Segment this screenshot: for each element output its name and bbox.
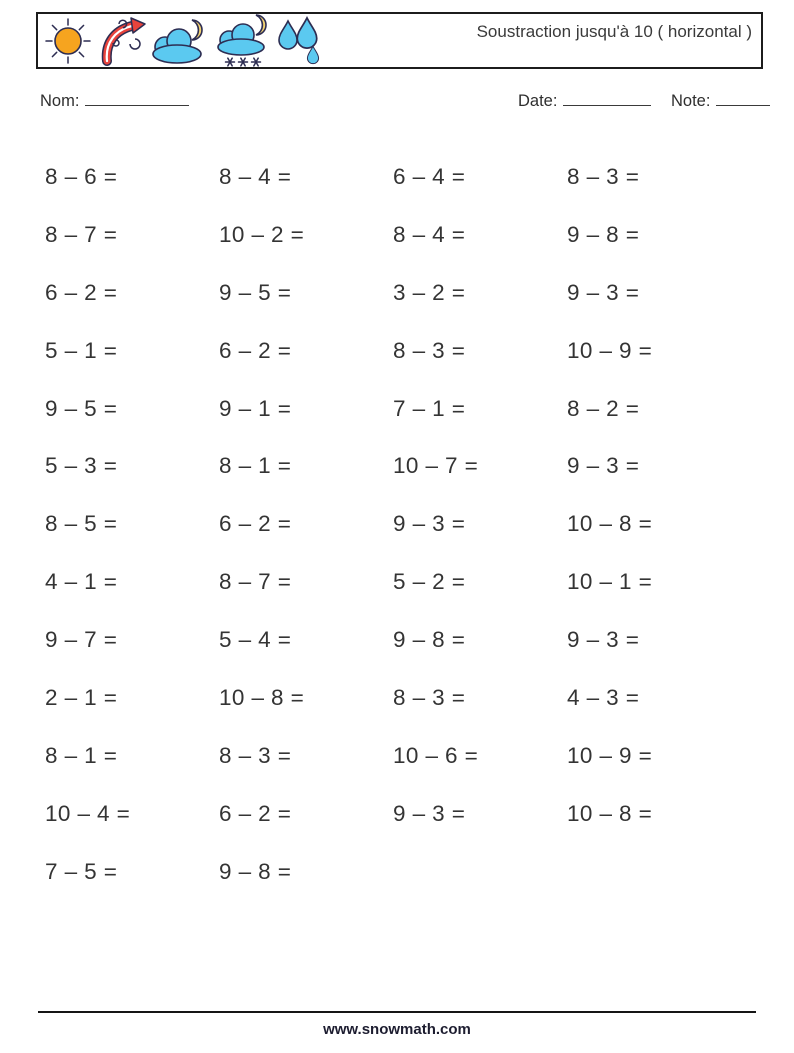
problem: 8 – 3 = xyxy=(393,337,466,363)
problem: 8 – 6 = xyxy=(45,163,118,189)
problem: 6 – 2 = xyxy=(219,511,292,537)
problem: 8 – 7 = xyxy=(219,569,292,595)
problem: 9 – 8 = xyxy=(567,221,640,247)
problem: 9 – 3 = xyxy=(567,627,640,653)
problem: 6 – 2 = xyxy=(45,279,118,305)
problem: 2 – 1 = xyxy=(45,684,118,710)
sun-icon xyxy=(42,15,94,67)
wind-swirl-icon xyxy=(95,15,147,67)
problem: 8 – 1 = xyxy=(219,453,292,479)
problem: 9 – 5 = xyxy=(45,395,118,421)
date-label: Date: xyxy=(518,92,558,110)
problem: 10 – 1 = xyxy=(567,569,653,595)
problem: 10 – 9 = xyxy=(567,742,653,768)
date-blank-line xyxy=(563,92,651,106)
cloud-moon-snow-icon xyxy=(211,13,273,69)
problem: 5 – 2 = xyxy=(393,569,466,595)
problem: 9 – 1 = xyxy=(219,395,292,421)
problem: 7 – 5 = xyxy=(45,858,118,884)
problem: 9 – 3 = xyxy=(393,511,466,537)
problem: 8 – 1 = xyxy=(45,742,118,768)
nom-blank-line xyxy=(85,92,189,106)
problem: 8 – 4 = xyxy=(393,221,466,247)
website-text: www.snowmath.com xyxy=(323,1021,471,1038)
problem: 9 – 8 = xyxy=(219,858,292,884)
problem: 9 – 3 = xyxy=(393,800,466,826)
problem: 9 – 3 = xyxy=(567,279,640,305)
cloud-moon-icon xyxy=(148,15,210,67)
problem: 9 – 5 = xyxy=(219,279,292,305)
problem: 8 – 4 = xyxy=(219,163,292,189)
problem: 10 – 2 = xyxy=(219,221,305,247)
problem: 4 – 3 = xyxy=(567,684,640,710)
problem: 3 – 2 = xyxy=(393,279,466,305)
problem: 10 – 7 = xyxy=(393,453,479,479)
problem: 10 – 9 = xyxy=(567,337,653,363)
problem: 8 – 7 = xyxy=(45,221,118,247)
worksheet-title: Soustraction jusqu'à 10 ( horizontal ) xyxy=(476,22,752,41)
problem: 8 – 3 = xyxy=(219,742,292,768)
nom-field xyxy=(40,92,189,111)
problem: 5 – 1 = xyxy=(45,337,118,363)
problems-grid xyxy=(45,148,745,901)
problem: 9 – 3 = xyxy=(567,453,640,479)
problem: 7 – 1 = xyxy=(393,395,466,421)
problem: 4 – 1 = xyxy=(45,569,118,595)
problem: 8 – 5 = xyxy=(45,511,118,537)
problem: 6 – 2 = xyxy=(219,337,292,363)
problem: 10 – 8 = xyxy=(567,511,653,537)
problem: 10 – 4 = xyxy=(45,800,131,826)
note-field xyxy=(671,92,770,111)
problem: 8 – 3 = xyxy=(393,684,466,710)
problem: 10 – 8 = xyxy=(567,800,653,826)
problem: 6 – 2 = xyxy=(219,800,292,826)
problem: 5 – 3 = xyxy=(45,453,118,479)
weather-icons xyxy=(38,14,324,67)
problem: 10 – 6 = xyxy=(393,742,479,768)
problem: 9 – 7 = xyxy=(45,627,118,653)
note-blank-line xyxy=(716,92,770,106)
worksheet-header xyxy=(36,12,763,69)
problem: 9 – 8 = xyxy=(393,627,466,653)
raindrops-icon xyxy=(274,15,324,67)
problem: 10 – 8 = xyxy=(219,684,305,710)
note-label: Note: xyxy=(671,92,711,110)
problem: 6 – 4 = xyxy=(393,163,466,189)
footer-divider xyxy=(38,1011,756,1013)
problem: 5 – 4 = xyxy=(219,627,292,653)
problem: 8 – 3 = xyxy=(567,163,640,189)
date-field xyxy=(518,92,651,111)
nom-label: Nom: xyxy=(40,92,80,110)
problem: 8 – 2 = xyxy=(567,395,640,421)
